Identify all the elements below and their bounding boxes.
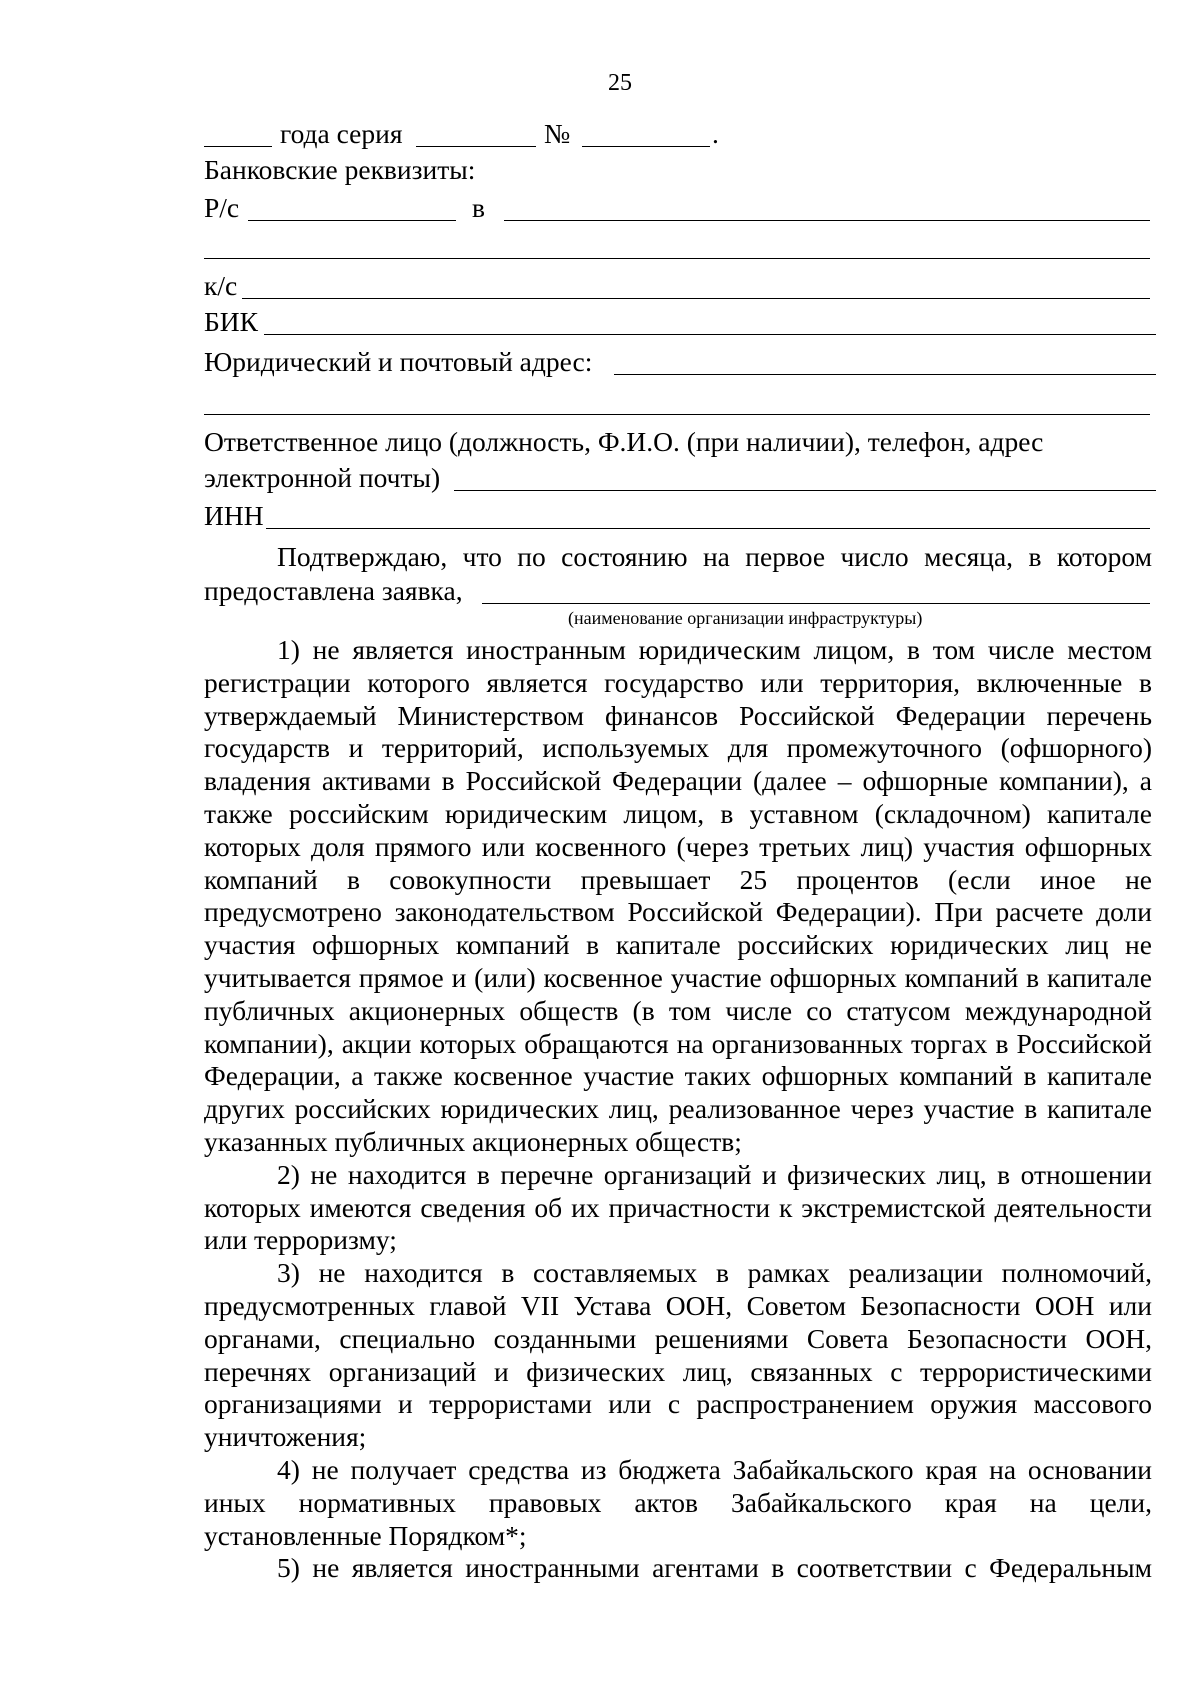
condition-item-2: 2) не находится в перечне организаций и физических лиц, в отношении которых имеются сведения об их причастности к экстремистской деятельности или терроризму; <box>204 1158 1152 1256</box>
address-continuation <box>204 386 1152 420</box>
condition-item-5: 5) не является иностранными агентами в соответствии с Федеральным <box>277 1552 1152 1584</box>
confirmation-label: предоставлена заявка, <box>204 575 463 606</box>
line-end-period: . <box>712 118 719 149</box>
certificate-line <box>204 118 1152 152</box>
bank-requisites-heading: Банковские реквизиты: <box>204 154 476 185</box>
inn-label: ИНН <box>204 500 264 531</box>
address-blank-2[interactable] <box>204 414 1150 415</box>
number-blank[interactable] <box>582 146 710 147</box>
bik-blank[interactable] <box>264 334 1156 335</box>
bank-name-blank[interactable] <box>504 220 1150 221</box>
year-blank[interactable] <box>204 146 272 147</box>
bik-line <box>204 306 1152 340</box>
responsible-person-line-1: Ответственное лицо (должность, Ф.И.О. (при наличии), телефон, адрес <box>204 426 1044 457</box>
address-blank[interactable] <box>614 374 1156 375</box>
bik-label: БИК <box>204 306 258 337</box>
ks-blank[interactable] <box>242 298 1150 299</box>
series-blank[interactable] <box>416 146 536 147</box>
confirmation-line-2 <box>204 575 1152 609</box>
page-number: 25 <box>608 70 632 96</box>
corr-account-line <box>204 270 1152 304</box>
organization-name-blank[interactable] <box>482 603 1150 604</box>
condition-item-3: 3) не находится в составляемых в рамках реализации полномочий, предусмотренных главой VII Устава ООН, Советом Безопасности ООН или органами, специально созданными решениями Совета Безопасности ООН, перечнях организаций и физических лиц, связанных с террористическими организациями и террористами или с распространением оружия массового уничтожения; <box>204 1257 1152 1453</box>
rs-label: Р/с <box>204 192 240 223</box>
bank-name-blank-2[interactable] <box>204 258 1150 259</box>
in-label: в <box>472 192 485 223</box>
account-line <box>204 192 1152 226</box>
responsible-blank[interactable] <box>454 490 1156 491</box>
responsible-person-line-2 <box>204 462 1152 496</box>
year-series-label: года серия <box>280 118 403 149</box>
bank-name-continuation <box>204 230 1152 264</box>
number-sign: № <box>544 118 571 149</box>
organization-name-caption: (наименование организации инфраструктуры) <box>568 608 923 628</box>
conditions-list <box>204 634 1152 1585</box>
condition-item-1: 1) не является иностранным юридическим лицом, в том числе местом регистрации которого является государство или территория, включенные в утверждаемый Министерством финансов Российской Федерации перечень государств и территорий, используемых для промежуточного (офшорного) владения активами в Российской Федерации (далее – офшорные компании), а также российским юридическим лицом, в уставном (складочном) капитале которых доля прямого или косвенного (через третьих лиц) участия офшорных компаний в совокупности превышает 25 процентов (если иное не предусмотрено законодательством Российской Федерации). При расчете доли участия офшорных компаний в капитале российских юридических лиц не учитывается прямое и (или) косвенное участие офшорных компаний в капитале публичных акционерных обществ (в том числе со статусом международной компании), акции которых обращаются на организованных торгах в Российской Федерации, а также косвенное участие таких офшорных компаний в капитале других российских юридических лиц, реализованное через участие в капитале указанных публичных акционерных обществ; <box>204 634 1152 1157</box>
ks-label: к/с <box>204 270 238 301</box>
rs-blank[interactable] <box>248 220 456 221</box>
confirmation-line-1: Подтверждаю, что по состоянию на первое число месяца, в котором <box>277 541 1152 572</box>
inn-blank[interactable] <box>266 528 1150 529</box>
address-line <box>204 346 1152 380</box>
email-label: электронной почты) <box>204 462 441 493</box>
condition-item-4: 4) не получает средства из бюджета Забайкальского края на основании иных нормативных правовых актов Забайкальского края на цели, установленные Порядком*; <box>204 1453 1152 1551</box>
inn-line <box>204 500 1152 534</box>
address-label: Юридический и почтовый адрес: <box>204 346 593 377</box>
